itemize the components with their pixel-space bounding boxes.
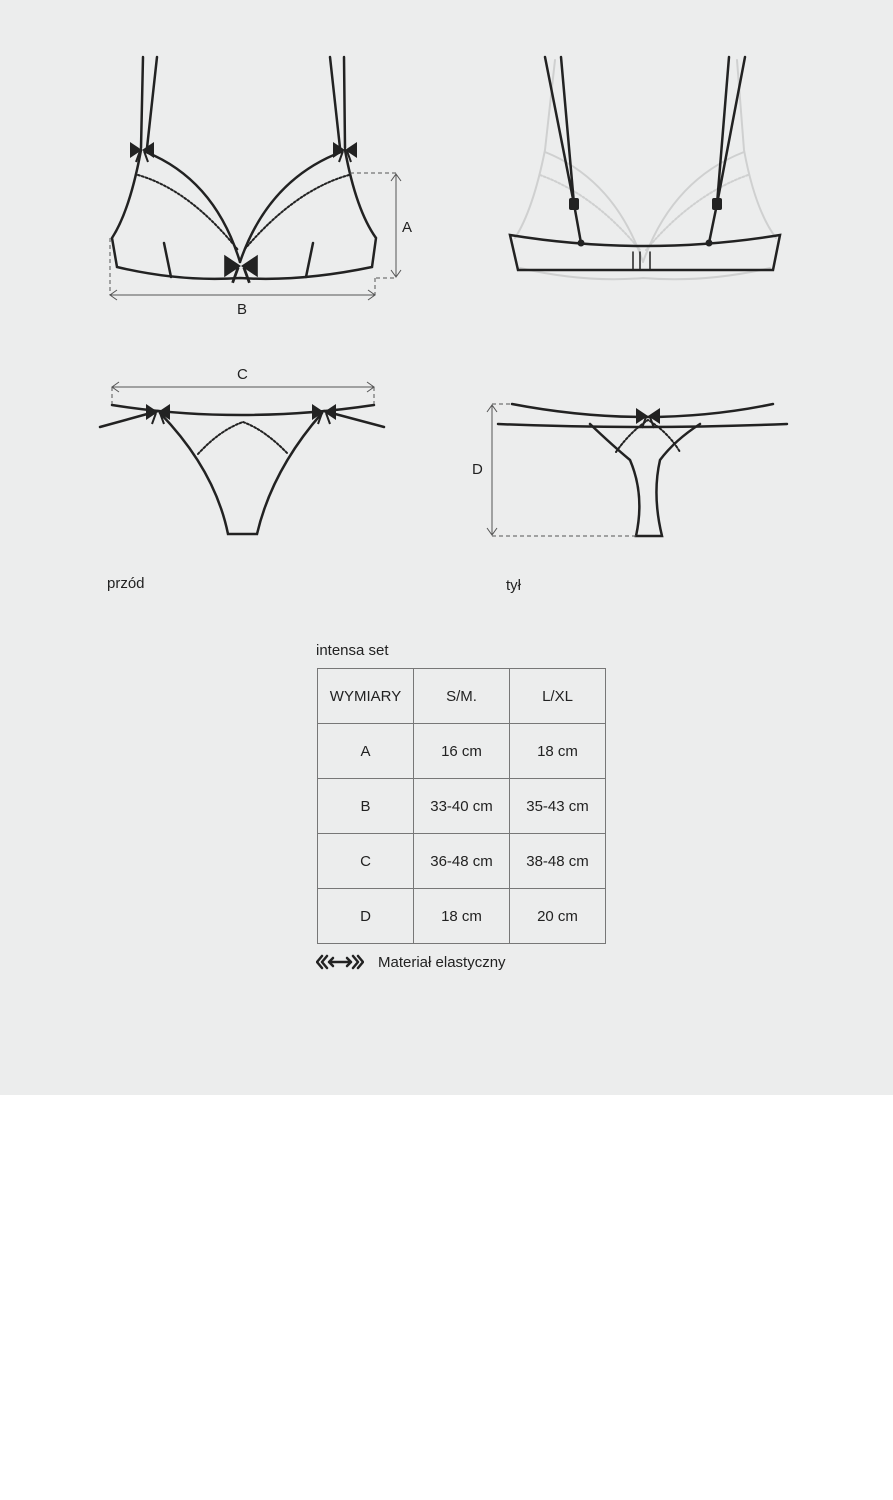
- table-cell: 20 cm: [510, 889, 606, 944]
- dimension-b: [110, 238, 375, 300]
- label-c: C: [237, 366, 248, 383]
- panty-front: [100, 405, 384, 534]
- elastic-arrow-icon: [316, 954, 364, 970]
- dimension-a: [350, 173, 401, 278]
- legend: [316, 952, 506, 972]
- label-a: A: [402, 219, 413, 236]
- table-cell: 33-40 cm: [414, 779, 510, 834]
- table-cell: C: [318, 834, 414, 889]
- table-cell: 18 cm: [414, 889, 510, 944]
- label-d: D: [472, 461, 483, 478]
- caption-back: tył: [506, 577, 521, 594]
- bra-back: [510, 57, 780, 279]
- table-cell: 16 cm: [414, 724, 510, 779]
- table-header-cell: WYMIARY: [318, 669, 414, 724]
- table-row: [318, 779, 606, 834]
- size-table-title: intensa set: [316, 642, 389, 659]
- table-cell: 38-48 cm: [510, 834, 606, 889]
- legend-text: Materiał elastyczny: [378, 953, 506, 971]
- table-header-cell: S/M.: [414, 669, 510, 724]
- table-header-row: [318, 669, 606, 724]
- table-cell: D: [318, 889, 414, 944]
- table-cell: A: [318, 724, 414, 779]
- table-cell: 36-48 cm: [414, 834, 510, 889]
- bra-front: [112, 57, 376, 279]
- table-row: [318, 889, 606, 944]
- table-cell: 18 cm: [510, 724, 606, 779]
- caption-front: przód: [107, 575, 145, 592]
- size-table: [317, 668, 606, 944]
- table-row: [318, 724, 606, 779]
- label-b: B: [237, 301, 248, 318]
- dimension-c: [112, 382, 374, 404]
- table-row: [318, 834, 606, 889]
- table-cell: 35-43 cm: [510, 779, 606, 834]
- table-cell: B: [318, 779, 414, 834]
- table-header-cell: L/XL: [510, 669, 606, 724]
